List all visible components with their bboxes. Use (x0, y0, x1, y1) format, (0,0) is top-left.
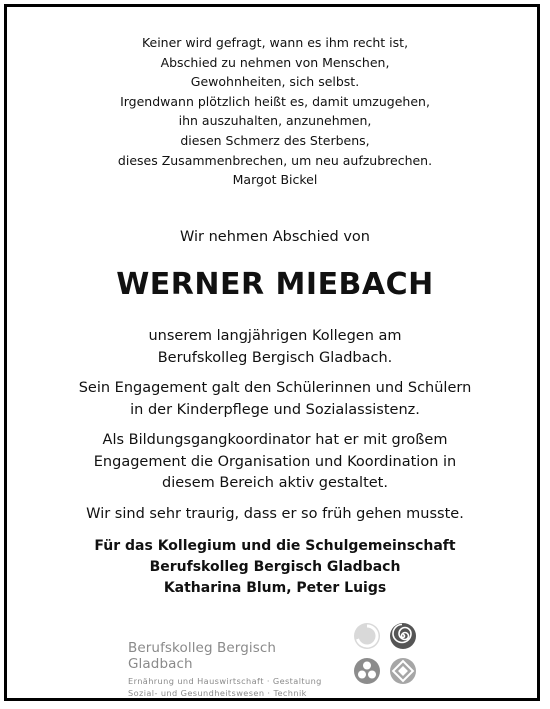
signature-line: Berufskolleg Bergisch Gladbach (149, 559, 401, 575)
logo-subtitle-line: Sozial- und Gesundheitswesen · Technik (128, 687, 307, 698)
poem-line: Irgendwann plötzlich heißt es, damit umzugehen, (120, 93, 430, 109)
poem-line: Abschied zu nehmen von Menschen, (160, 54, 390, 70)
logo-subtitle (128, 676, 343, 699)
intro-text: Wir nehmen Abschied von (179, 229, 370, 245)
school-logo-text (128, 640, 343, 699)
text-line: Berufskolleg Bergisch Gladbach. (157, 349, 393, 366)
deceased-name: WERNER MIEBACH (116, 267, 434, 302)
text-line: Wir sind sehr traurig, dass er so früh gehen musste. (86, 505, 464, 522)
school-logo-icons (350, 620, 420, 688)
tribute-text (0, 326, 550, 534)
poem-line: diesen Schmerz des Sterbens, (180, 132, 370, 148)
poem-line: Gewohnheiten, sich selbst. (190, 74, 360, 90)
poem-author: Margot Bickel (232, 172, 318, 188)
poem (0, 33, 550, 190)
text-line: Engagement die Organisation und Koordination in (93, 453, 457, 470)
signature-line: Für das Kollegium und die Schulgemeinschaft (94, 538, 456, 554)
paragraph (0, 504, 550, 526)
paragraph (0, 378, 550, 421)
paragraph (0, 430, 550, 495)
three-circles-icon (354, 658, 380, 684)
spiral-icon (390, 623, 416, 649)
diamond-icon (390, 658, 416, 684)
text-line: diesem Bereich aktiv gestaltet. (162, 475, 388, 491)
text-line: Als Bildungsgangkoordinator hat er mit großem (102, 432, 448, 448)
poem-line: dieses Zusammenbrechen, um neu aufzubrechen. (117, 152, 433, 168)
text-line: Sein Engagement galt den Schülerinnen und Schülern (78, 380, 472, 396)
poem-line: Keiner wird gefragt, wann es ihm recht ist, (141, 35, 409, 50)
paragraph (0, 326, 550, 369)
signature-block (0, 536, 550, 599)
logo-subtitle-line: Ernährung und Hauswirtschaft · Gestaltung (128, 676, 322, 686)
ring-icon (354, 623, 380, 649)
text-line: unserem langjährigen Kollegen am (148, 328, 402, 344)
text-line: in der Kinderpflege und Sozialassistenz. (130, 401, 420, 418)
signature-line: Katharina Blum, Peter Luigs (163, 580, 387, 596)
poem-line: ihn auszuhalten, anzunehmen, (178, 113, 372, 129)
logo-title: Berufskolleg Bergisch Gladbach (128, 640, 277, 672)
